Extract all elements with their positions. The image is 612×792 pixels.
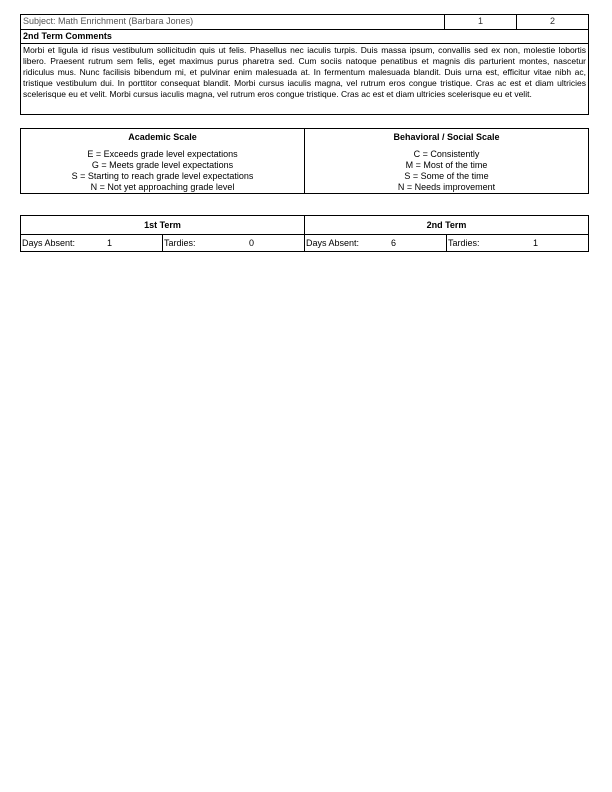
academic-scale: [21, 129, 305, 193]
term-2-header: 2: [549, 16, 555, 26]
behavioral-scale-item: N = Needs improvement: [397, 182, 496, 192]
tardies-label: Tardies:: [448, 238, 480, 248]
academic-scale-item: S = Starting to reach grade level expectations: [71, 171, 254, 181]
term-1-days-absent-value: 1: [107, 238, 113, 248]
tardies-label: Tardies:: [164, 238, 196, 248]
term-1-tardies-value: 0: [249, 238, 255, 248]
term-2-tardies-cell: [447, 235, 588, 252]
behavioral-scale-item: M = Most of the time: [405, 160, 488, 170]
term-2-days-absent-cell: [305, 235, 447, 252]
days-absent-label: Days Absent:: [22, 238, 76, 248]
comments-body: Morbi et ligula id risus vestibulum sollicitudin quis ut felis. Phasellus nec iaculis turpis. Duis massa ipsum, convallis sed ex non, molestie lobortis libero. Praesent rutrum sem felis, eget maximus purus pharetra sed. Cum sociis natoque penatibus et magnis dis parturient montes, nascetur ridiculus mus. Nunc facilisis bibendum mi, et pulvinar enim malesuada at. In fermentum malesuada blandit. Duis urna est, efficitur vitae nibh ac, tristique vestibulum dui. In porttitor consequat blandit. Morbi cursus iaculis magna, vel rutrum eros congue tristique. Cras ac est et diam ultricies scelerisque eu et velit. Morbi cursus iaculis magna, vel rutrum eros congue tristique. Cras ac est et diam ultricies scelerisque eu et velit.: [23, 45, 586, 99]
term-1-tardies-cell: [163, 235, 305, 252]
grading-scales-block: [20, 128, 589, 194]
academic-scale-item: N = Not yet approaching grade level: [90, 182, 235, 192]
subject-name: Subject: Math Enrichment (Barbara Jones): [21, 15, 445, 29]
behavioral-scale: [305, 129, 588, 193]
behavioral-scale-item: C = Consistently: [413, 149, 480, 159]
term-1-title: 1st Term: [21, 216, 305, 234]
academic-scale-title: Academic Scale: [128, 132, 197, 142]
subject-header-row: [21, 15, 588, 30]
term-2-title: 2nd Term: [426, 220, 467, 230]
term-1-header: 1: [445, 15, 517, 29]
academic-scale-item: G = Meets grade level expectations: [91, 160, 234, 170]
term-1-days-absent-cell: [21, 235, 163, 252]
behavioral-scale-title: Behavioral / Social Scale: [393, 132, 500, 142]
comments-title: 2nd Term Comments: [21, 30, 588, 44]
days-absent-label: Days Absent:: [306, 238, 360, 248]
term-2-days-absent-value: 6: [391, 238, 397, 248]
attendance-block: [20, 215, 589, 252]
attendance-values-row: [21, 235, 588, 252]
subject-comments-block: [20, 14, 589, 115]
attendance-header-row: [21, 216, 588, 235]
academic-scale-item: E = Exceeds grade level expectations: [87, 149, 238, 159]
term-2-tardies-value: 1: [533, 238, 539, 248]
behavioral-scale-item: S = Some of the time: [404, 171, 489, 181]
